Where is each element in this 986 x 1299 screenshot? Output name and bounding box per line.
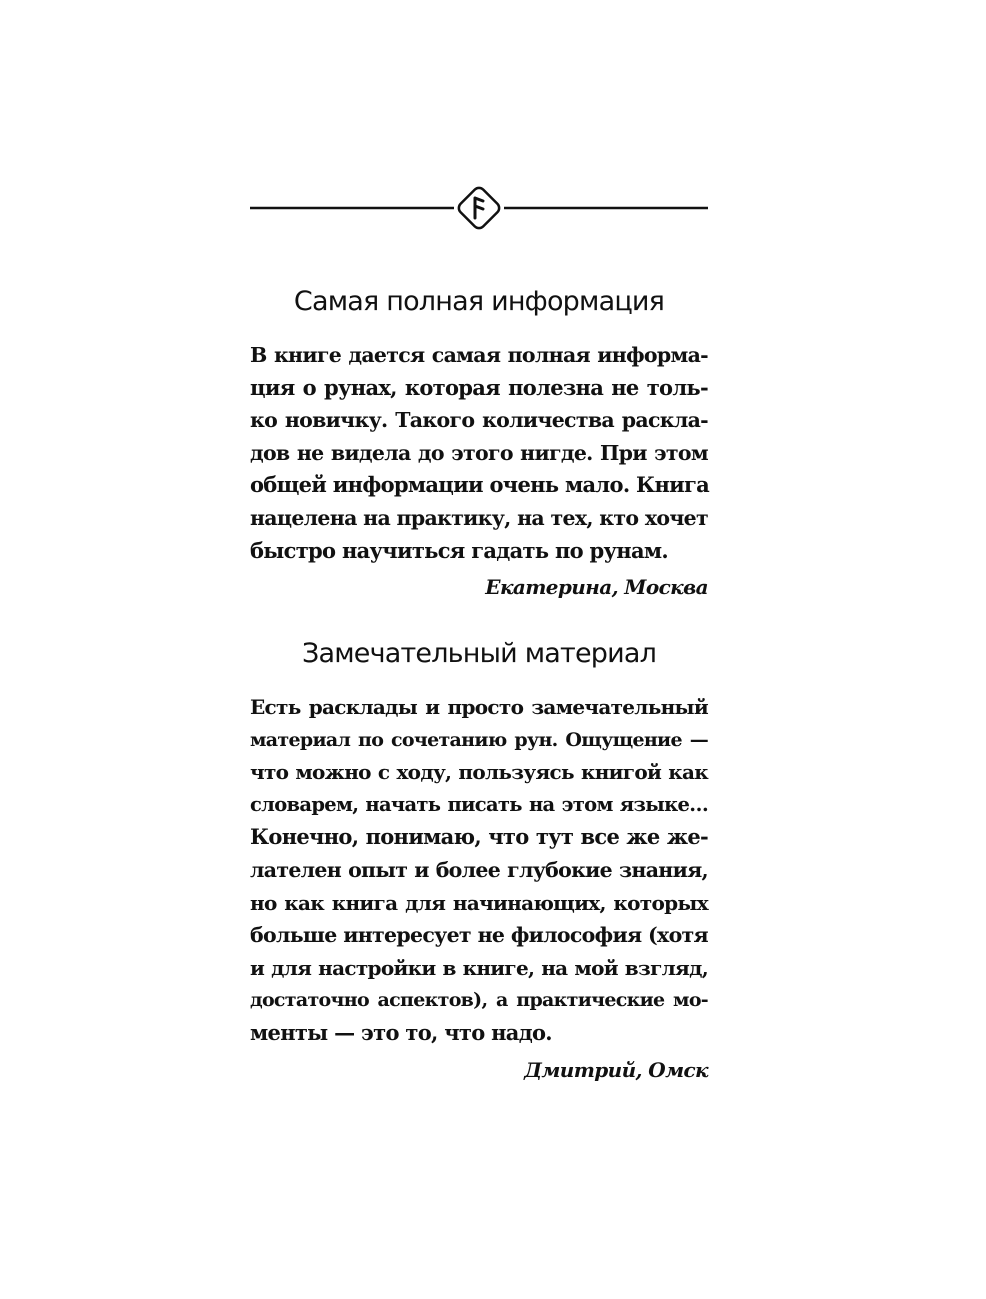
review-title: Замечательный материал [301, 638, 657, 669]
review-line: общей информации очень мало. Книга [250, 472, 710, 498]
review-line: В книге дается самая полная информа- [250, 343, 708, 367]
review-line: лателен опыт и более глубокие знания, [250, 857, 708, 882]
review-line: Есть расклады и просто замечательный [250, 695, 708, 719]
review-line: словарем, начать писать на этом языке… [250, 792, 708, 816]
review-line: ция о рунах, которая полезна не толь- [250, 374, 708, 400]
review-body [250, 691, 708, 1050]
rune-fehu-icon [456, 185, 501, 230]
review-line: но как книга для начинающих, которых [250, 890, 708, 915]
rune-divider [250, 180, 708, 236]
review-line: быстро научиться гадать по рунам. [250, 537, 669, 563]
review-line: Конечно, понимаю, что тут все же же- [250, 824, 708, 850]
review-line: менты — это то, что надо. [250, 1019, 552, 1045]
review-line: материал по сочетанию рун. Ощущение — [250, 728, 708, 751]
review-title: Самая полная информация [293, 286, 665, 317]
review-body [250, 339, 708, 567]
review-line: дов не видела до этого нигде. При этом [250, 440, 708, 465]
review-line: ко новичку. Такого количества раскла- [250, 408, 708, 433]
review-1 [250, 282, 708, 603]
review-2 [250, 634, 708, 1086]
review-line: достаточно аспектов), а практические мо- [250, 989, 708, 1012]
review-author: Дмитрий, Омск [524, 1057, 708, 1082]
review-line: нацелена на практику, на тех, кто хочет [250, 505, 708, 530]
review-line: что можно с ходу, пользуясь книгой как [250, 760, 708, 785]
review-line: больше интересует не философия (хотя [250, 923, 708, 948]
review-author: Екатерина, Москва [485, 575, 708, 600]
review-line: и для настройки в книге, на мой взгляд, [250, 955, 708, 980]
